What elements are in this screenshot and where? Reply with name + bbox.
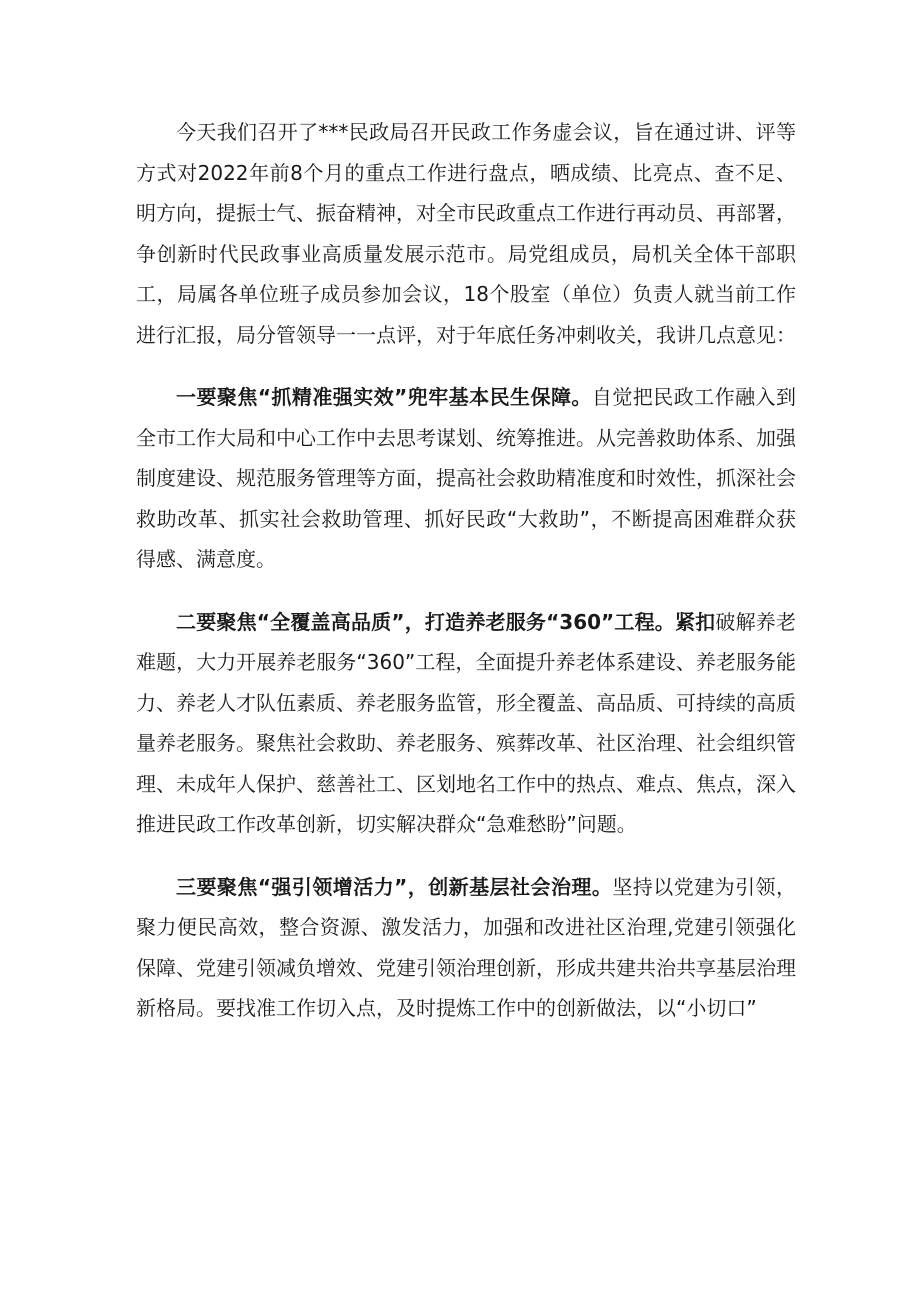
paragraph-lead: 三要聚焦“强引领增活力”，创新基层社会治理。 (176, 874, 613, 899)
paragraph-text: 破解养老难题，大力开展养老服务“360”工程，全面提升养老体系建设、养老服务能力、养老人才队伍素质、养老服务监管，形全覆盖、高品质、可持续的高质量养老服务。聚焦社会救助、养老服务、殡葬改革、社区治理、社会组织管理、未成年人保护、慈善社工、区划地名工作中的热点、难点、焦点，深入推进民政工作改革创新，切实解决群众“急难愁盼”问题。 (136, 609, 796, 836)
paragraph-lead: 二要聚焦“全覆盖高品质”，打造养老服务“360”工程。紧扣 (176, 609, 716, 634)
paragraph-lead: 一要聚焦“抓精准强实效”兜牢基本民生保障。 (176, 385, 592, 409)
paragraph-intro (136, 112, 796, 355)
paragraph-point-2 (136, 602, 796, 845)
paragraph-point-1 (136, 377, 796, 580)
paragraph-point-3 (136, 867, 796, 1029)
document-body (136, 112, 796, 1051)
paragraph-text: 今天我们召开了***民政局召开民政工作务虚会议，旨在通过讲、评等方式对2022年前8个月的重点工作进行盘点，晒成绩、比亮点、查不足、明方向，提振士气、振奋精神，对全市民政重点工作进行再动员、再部署，争创新时代民政事业高质量发展示范市。局党组成员，局机关全体干部职工，局属各单位班子成员参加会议，18个股室（单位）负责人就当前工作进行汇报，局分管领导一一点评，对于年底任务冲刺收关，我讲几点意见： (136, 120, 796, 347)
paragraph-text: 坚持以党建为引领，聚力便民高效，整合资源、激发活力，加强和改进社区治理,党建引领强化保障、党建引领减负增效、党建引领治理创新，形成共建共治共享基层治理新格局。要找准工作切入点，及时提炼工作中的创新做法，以“小切口” (136, 874, 796, 1020)
paragraph-text: 自觉把民政工作融入到全市工作大局和中心工作中去思考谋划、统筹推进。从完善救助体系、加强制度建设、规范服务管理等方面，提高社会救助精准度和时效性，抓深社会救助改革、抓实社会救助管理、抓好民政“大救助”，不断提高困难群众获得感、满意度。 (136, 385, 797, 571)
